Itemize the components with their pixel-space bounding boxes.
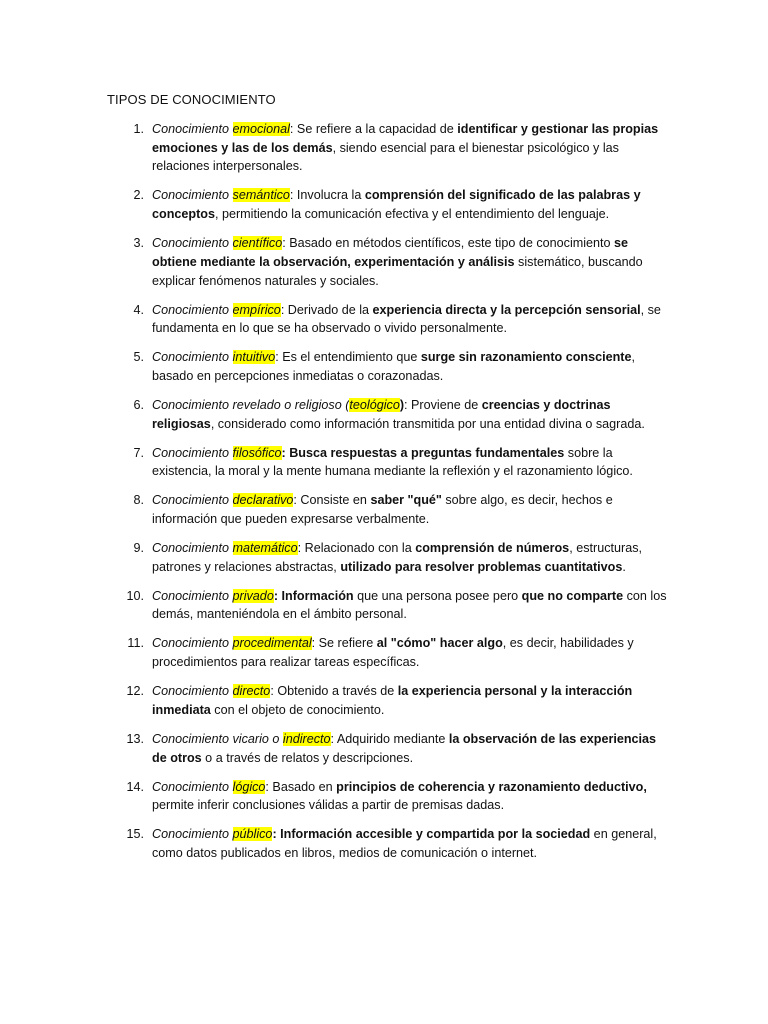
bold-text: principios de coherencia y razonamiento deductivo, bbox=[336, 779, 647, 794]
list-item bbox=[118, 186, 668, 223]
highlighted-term: emocional bbox=[232, 122, 290, 136]
plain-text: , estructuras, patrones y relaciones abstractas, bbox=[152, 541, 642, 574]
list-item-text bbox=[152, 303, 661, 336]
plain-text: sobre la existencia, la moral y la mente humana mediante la reflexión y el razonamiento lógico. bbox=[152, 445, 633, 479]
italic-text: Conocimiento bbox=[152, 302, 233, 317]
bold-text: que no comparte bbox=[521, 588, 624, 603]
list-item-number: 8. bbox=[133, 493, 144, 508]
highlighted-term: científico bbox=[232, 236, 283, 251]
list-item-text bbox=[152, 398, 645, 431]
highlighted-term: declarativo bbox=[232, 493, 294, 508]
plain-text: : Es el entendimiento que bbox=[275, 350, 421, 365]
highlighted-term: indirecto bbox=[282, 731, 331, 746]
list-item bbox=[118, 730, 668, 767]
plain-text: , es decir, habilidades y procedimientos para realizar tareas específicas. bbox=[152, 636, 634, 670]
list-item-text bbox=[152, 732, 656, 765]
bold-text: comprensión del significado de las palabras y conceptos bbox=[152, 188, 641, 222]
plain-text: : Consiste en bbox=[293, 493, 371, 508]
plain-text: sobre algo, es decir, hechos e información que pueden expresarse verbalmente. bbox=[152, 493, 613, 527]
plain-text: : Proviene de bbox=[404, 397, 482, 412]
italic-text: Conocimiento bbox=[152, 779, 233, 794]
highlighted-term: privado bbox=[232, 588, 274, 603]
highlighted-term: procedimental bbox=[232, 636, 312, 651]
bold-text: la observación de las experiencias de otros bbox=[152, 731, 657, 765]
plain-text: : Se refiere a la capacidad de bbox=[289, 122, 458, 136]
plain-text: , permitiendo la comunicación efectiva y el entendimiento del lenguaje. bbox=[214, 207, 610, 222]
plain-text: : Basado en métodos científicos, este tipo de conocimiento bbox=[282, 236, 615, 251]
bold-text: : Información bbox=[273, 588, 354, 603]
list-item-text bbox=[152, 684, 632, 717]
list-item bbox=[118, 234, 668, 290]
list-item bbox=[118, 444, 668, 481]
italic-text: Conocimiento revelado o religioso ( bbox=[152, 397, 350, 412]
plain-text: : Involucra la bbox=[289, 188, 365, 203]
plain-text: : Obtenido a través de bbox=[270, 684, 398, 699]
list-item-text bbox=[152, 493, 613, 526]
plain-text: : Basado en bbox=[265, 779, 337, 794]
bold-text: creencias y doctrinas religiosas bbox=[152, 397, 611, 431]
plain-text: : Derivado de la bbox=[280, 302, 373, 317]
list-item bbox=[118, 491, 668, 528]
italic-text: Conocimiento bbox=[152, 350, 233, 365]
list-item-text bbox=[152, 827, 657, 860]
highlighted-term: teológico bbox=[349, 397, 400, 412]
list-item-number: 14. bbox=[126, 779, 144, 794]
plain-text: . bbox=[622, 559, 626, 574]
list-item-number: 5. bbox=[133, 350, 144, 365]
highlighted-term: filosófico bbox=[232, 445, 282, 460]
plain-text: , considerado como información transmitida por una entidad divina o sagrada. bbox=[210, 416, 645, 431]
list-item bbox=[118, 396, 668, 433]
list-item-text bbox=[152, 350, 635, 383]
highlighted-term: público bbox=[232, 827, 273, 842]
italic-text: Conocimiento bbox=[152, 122, 233, 136]
list-item-number: 10. bbox=[126, 588, 144, 603]
list-item-text bbox=[152, 541, 642, 574]
list-item bbox=[118, 587, 668, 624]
plain-text: , se fundamenta en lo que se ha observado o vivido personalmente. bbox=[152, 302, 661, 336]
bold-text: al "cómo" hacer algo bbox=[376, 636, 503, 651]
list-item-number: 2. bbox=[133, 188, 144, 203]
knowledge-types-list bbox=[118, 120, 668, 873]
bold-text: surge sin razonamiento consciente bbox=[420, 350, 632, 365]
list-item-number: 9. bbox=[133, 541, 144, 556]
italic-text: Conocimiento bbox=[152, 188, 233, 203]
list-item-text bbox=[152, 589, 667, 622]
list-item-text bbox=[152, 446, 633, 479]
bold-text: experiencia directa y la percepción sensorial bbox=[372, 302, 641, 317]
highlighted-term: semántico bbox=[232, 188, 290, 203]
bold-text: : Información accesible y compartida por la sociedad bbox=[272, 827, 591, 842]
italic-text: Conocimiento bbox=[152, 684, 233, 699]
list-item-text bbox=[152, 188, 641, 221]
plain-text: en general, como datos publicados en libros, medios de comunicación o internet. bbox=[152, 827, 657, 860]
list-item bbox=[118, 682, 668, 719]
list-item-number: 7. bbox=[133, 445, 144, 460]
plain-text: sistemático, buscando explicar fenómenos naturales y sociales. bbox=[152, 254, 643, 288]
list-item bbox=[118, 778, 668, 815]
list-item-text bbox=[152, 236, 643, 287]
list-item-number: 4. bbox=[133, 302, 144, 317]
highlighted-term: matemático bbox=[232, 541, 298, 556]
list-item bbox=[118, 120, 668, 176]
document-title: TIPOS DE CONOCIMIENTO bbox=[107, 92, 276, 107]
list-item-number: 15. bbox=[126, 827, 144, 842]
highlighted-term: lógico bbox=[232, 779, 266, 794]
italic-text: Conocimiento vicario o bbox=[152, 731, 283, 746]
bold-text: saber "qué" bbox=[370, 493, 442, 508]
italic-text: Conocimiento bbox=[152, 541, 233, 556]
italic-text: Conocimiento bbox=[152, 493, 233, 508]
plain-text: permite inferir conclusiones válidas a partir de premisas dadas. bbox=[152, 798, 505, 813]
list-item-text bbox=[152, 122, 658, 173]
bold-text: identificar y gestionar las propias emociones y las de los demás bbox=[152, 122, 659, 155]
list-item-number: 6. bbox=[133, 397, 144, 412]
italic-text: Conocimiento bbox=[152, 636, 233, 651]
italic-text: Conocimiento bbox=[152, 236, 233, 251]
bold-text: se obtiene mediante la observación, experimentación y análisis bbox=[152, 236, 629, 269]
bold-text: : Busca respuestas a preguntas fundamentales bbox=[281, 445, 565, 460]
list-item bbox=[118, 825, 668, 862]
italic-text: Conocimiento bbox=[152, 827, 233, 842]
list-item-number: 11. bbox=[127, 636, 144, 651]
plain-text: con los demás, manteniéndola en el ámbito personal. bbox=[152, 588, 667, 622]
list-item bbox=[118, 634, 668, 671]
list-item-text bbox=[152, 636, 634, 669]
highlighted-term: empírico bbox=[232, 302, 281, 317]
plain-text: o a través de relatos y descripciones. bbox=[201, 750, 414, 765]
bold-text: ) bbox=[399, 397, 405, 412]
italic-text: Conocimiento bbox=[152, 588, 233, 603]
plain-text: : Se refiere bbox=[311, 636, 377, 651]
plain-text: : Relacionado con la bbox=[297, 541, 416, 556]
highlighted-term: directo bbox=[232, 684, 271, 699]
plain-text: , basado en percepciones inmediatas o corazonadas. bbox=[152, 350, 635, 383]
list-item-text bbox=[152, 780, 647, 813]
italic-text: Conocimiento bbox=[152, 445, 233, 460]
bold-text: comprensión de números bbox=[415, 541, 570, 556]
plain-text: , siendo esencial para el bienestar psicológico y las relaciones interpersonales. bbox=[152, 140, 619, 174]
list-item-number: 13. bbox=[126, 731, 144, 746]
plain-text: que una persona posee pero bbox=[353, 588, 522, 603]
list-item-number: 12. bbox=[126, 684, 144, 699]
list-item-number: 3. bbox=[133, 236, 144, 251]
plain-text: con el objeto de conocimiento. bbox=[210, 702, 385, 717]
plain-text: : Adquirido mediante bbox=[330, 731, 449, 746]
highlighted-term: intuitivo bbox=[232, 350, 276, 365]
bold-text: la experiencia personal y la interacción inmediata bbox=[152, 684, 633, 717]
list-item-number: 1. bbox=[133, 122, 144, 136]
list-item bbox=[118, 348, 668, 385]
bold-text: utilizado para resolver problemas cuantitativos bbox=[340, 559, 623, 574]
list-item bbox=[118, 539, 668, 576]
list-item bbox=[118, 301, 668, 338]
